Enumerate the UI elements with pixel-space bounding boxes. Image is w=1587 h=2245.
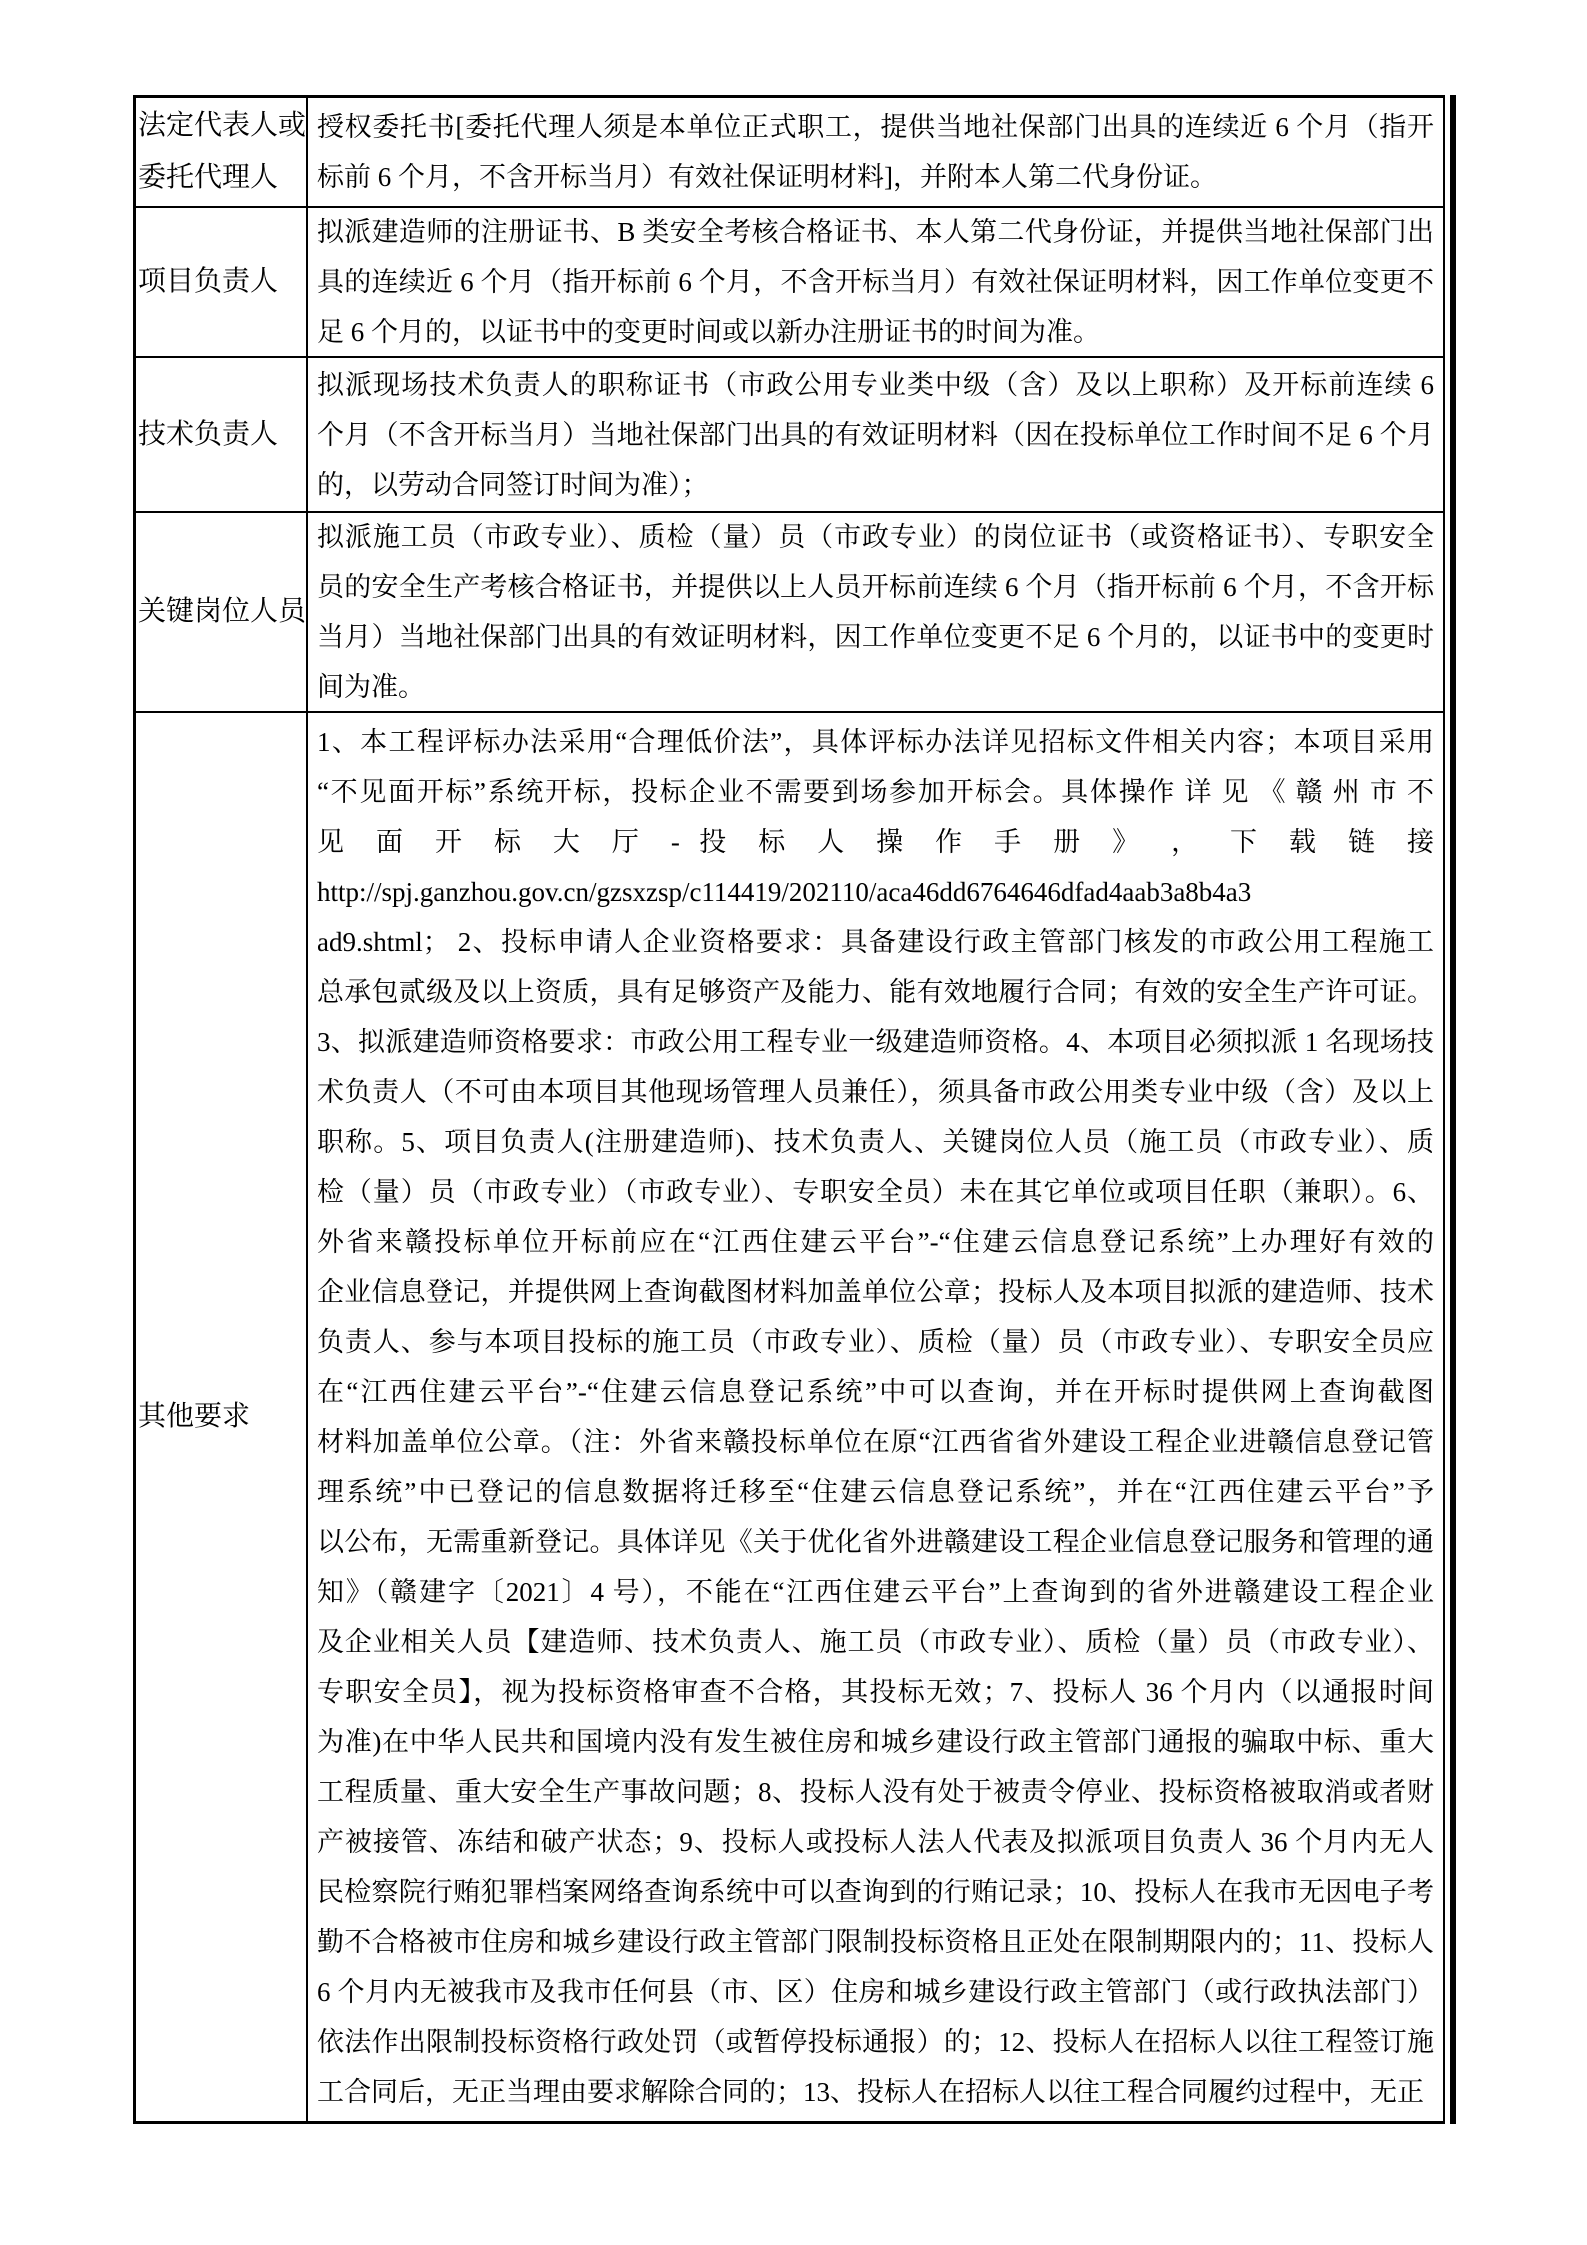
content-text-line: 理系统”中已登记的信息数据将迁移至“住建云信息登记系统”，并在“江西住建云平台”予 bbox=[317, 1477, 1434, 1507]
content-text-line: 拟派现场技术负责人的职称证书（市政公用专业类中级（含）及以上职称）及开标前连续 6 bbox=[317, 369, 1434, 400]
row-label-line: 项目负责人 bbox=[138, 266, 279, 297]
content-text-line: 个月（不含开标当月）当地社保部门出具的有效证明材料（因在投标单位工作时间不足 6 个月 bbox=[317, 419, 1434, 450]
row-label-line: 关键岗位人员 bbox=[138, 596, 307, 627]
content-text-line: 外省来赣投标单位开标前应在“江西住建云平台”-“住建云信息登记系统”上办理好有效的 bbox=[317, 1227, 1434, 1257]
content-text-line: 间为准。 bbox=[317, 672, 425, 702]
row-label-line: 委托代理人 bbox=[138, 162, 279, 193]
content-text-line: 当月）当地社保部门出具的有效证明材料，因工作单位变更不足 6 个月的，以证书中的变更时 bbox=[317, 622, 1434, 652]
content-text-line: 产被接管、冻结和破产状态；9、投标人或投标人法人代表及拟派项目负责人 36 个月内无人 bbox=[317, 1827, 1434, 1857]
content-text-line: ad9.shtml； 2、投标申请人企业资格要求：具备建设行政主管部门核发的市政公用工程施工 bbox=[317, 927, 1434, 957]
row-label-cell bbox=[136, 358, 308, 511]
content-text-line: 专职安全员】，视为投标资格审查不合格，其投标无效；7、投标人 36 个月内（以通报时间 bbox=[317, 1677, 1434, 1707]
table-row-project-manager bbox=[136, 206, 1443, 356]
table-row-technical-director bbox=[136, 356, 1443, 511]
row-content-cell bbox=[308, 208, 1443, 356]
url-text-line: http://spj.ganzhou.gov.cn/gzsxzsp/c114419/202110/aca46dd6764646dfad4aab3a8b4a3 bbox=[317, 877, 1252, 907]
content-text-line: 的，以劳动合同签订时间为准）； bbox=[317, 469, 709, 500]
content-text-line: 负责人、参与本项目投标的施工员（市政专业）、质检（量）员（市政专业）、专职安全员应 bbox=[317, 1327, 1434, 1357]
content-text-line: 员的安全生产考核合格证书，并提供以上人员开标前连续 6 个月（指开标前 6 个月，不含开标 bbox=[317, 572, 1434, 602]
requirements-table bbox=[133, 95, 1445, 2124]
row-label-cell bbox=[136, 208, 308, 356]
content-text-line: 总承包贰级及以上资质，具有足够资产及能力、能有效地履行合同；有效的安全生产许可证。 bbox=[317, 977, 1434, 1007]
content-text-line: 民检察院行贿犯罪档案网络查询系统中可以查询到的行贿记录；10、投标人在我市无因电子考 bbox=[317, 1877, 1434, 1907]
row-label-line: 其他要求 bbox=[138, 1401, 251, 1432]
content-text-line: 3、拟派建造师资格要求：市政公用工程专业一级建造师资格。4、本项目必须拟派 1 名现场技 bbox=[317, 1027, 1434, 1057]
row-label-cell bbox=[136, 513, 308, 711]
row-label-line: 法定代表人或 bbox=[138, 110, 307, 141]
table-row-legal-representative-or-agent bbox=[136, 98, 1443, 206]
content-text-line: 授权委托书[委托代理人须是本单位正式职工，提供当地社保部门出具的连续近 6 个月（指开 bbox=[317, 112, 1434, 142]
content-text-line: 勤不合格被市住房和城乡建设行政主管部门限制投标资格且正处在限制期限内的；11、投标人 bbox=[317, 1927, 1434, 1957]
row-content-cell bbox=[308, 513, 1443, 711]
table-row-key-position-staff bbox=[136, 511, 1443, 711]
content-text-line: 工合同后，无正当理由要求解除合同的；13、投标人在招标人以往工程合同履约过程中，无正 bbox=[317, 2077, 1424, 2107]
content-text-line: 拟派建造师的注册证书、B 类安全考核合格证书、本人第二代身份证，并提供当地社保部门出 bbox=[317, 217, 1434, 247]
content-text-line: 及企业相关人员【建造师、技术负责人、施工员（市政专业）、质检（量）员（市政专业）、 bbox=[317, 1627, 1434, 1657]
content-text-line: 足 6 个月的，以证书中的变更时间或以新办注册证书的时间为准。 bbox=[317, 317, 1100, 347]
content-text-line: 为准)在中华人民共和国境内没有发生被住房和城乡建设行政主管部门通报的骗取中标、重大 bbox=[317, 1727, 1434, 1757]
row-content-cell bbox=[308, 358, 1443, 511]
content-text-line: 材料加盖单位公章。（注：外省来赣投标单位在原“江西省省外建设工程企业进赣信息登记管 bbox=[317, 1427, 1434, 1457]
content-text-line: 企业信息登记，并提供网上查询截图材料加盖单位公章；投标人及本项目拟派的建造师、技术 bbox=[317, 1277, 1434, 1307]
content-text-line: 知》（赣建字〔2021〕4 号），不能在“江西住建云平台”上查询到的省外进赣建设工程企业 bbox=[317, 1577, 1434, 1607]
content-text-line: 标前 6 个月，不含开标当月）有效社保证明材料]，并附本人第二代身份证。 bbox=[317, 162, 1217, 192]
row-content-cell bbox=[308, 713, 1443, 2121]
content-text-line: 1、本工程评标办法采用“合理低价法”，具体评标办法详见招标文件相关内容；本项目采用 bbox=[317, 727, 1434, 757]
row-content-cell bbox=[308, 98, 1443, 206]
content-text-line: 在“江西住建云平台”-“住建云信息登记系统”中可以查询，并在开标时提供网上查询截图 bbox=[317, 1377, 1434, 1407]
content-text-line: 具的连续近 6 个月（指开标前 6 个月，不含开标当月）有效社保证明材料，因工作单位变更不 bbox=[317, 267, 1434, 297]
document-page-table-area bbox=[133, 95, 1456, 2124]
content-text-line: “不见面开标”系统开标，投标企业不需要到场参加开标会。具体操作 详 见 《 赣 州 市 不 bbox=[317, 777, 1434, 807]
table-row-other-requirements bbox=[136, 711, 1443, 2121]
row-label-cell bbox=[136, 98, 308, 206]
content-text-line: 工程质量、重大安全生产事故问题；8、投标人没有处于被责令停业、投标资格被取消或者财 bbox=[317, 1777, 1434, 1807]
content-text-line: 职称。5、项目负责人(注册建造师)、技术负责人、关键岗位人员（施工员（市政专业）、质 bbox=[317, 1127, 1434, 1157]
content-text-line: 术负责人（不可由本项目其他现场管理人员兼任），须具备市政公用类专业中级（含）及以上 bbox=[317, 1077, 1434, 1107]
content-text-line: 以公布，无需重新登记。具体详见《关于优化省外进赣建设工程企业信息登记服务和管理的通 bbox=[317, 1527, 1434, 1557]
content-text-line: 检（量）员（市政专业）（市政专业）、专职安全员）未在其它单位或项目任职（兼职）。6、 bbox=[317, 1177, 1434, 1207]
content-text-line: 见 面 开 标 大 厅 - 投 标 人 操 作 手 册 》 ， 下 载 链 接 bbox=[317, 827, 1434, 857]
row-label-cell bbox=[136, 713, 308, 2121]
content-text-line: 依法作出限制投标资格行政处罚（或暂停投标通报）的；12、投标人在招标人以往工程签订施 bbox=[317, 2027, 1434, 2057]
content-text-line: 拟派施工员（市政专业）、质检（量）员（市政专业）的岗位证书（或资格证书）、专职安全 bbox=[317, 522, 1434, 552]
content-text-line: 6 个月内无被我市及我市任何县（市、区）住房和城乡建设行政主管部门（或行政执法部门） bbox=[317, 1977, 1434, 2007]
row-label-line: 技术负责人 bbox=[138, 418, 279, 450]
